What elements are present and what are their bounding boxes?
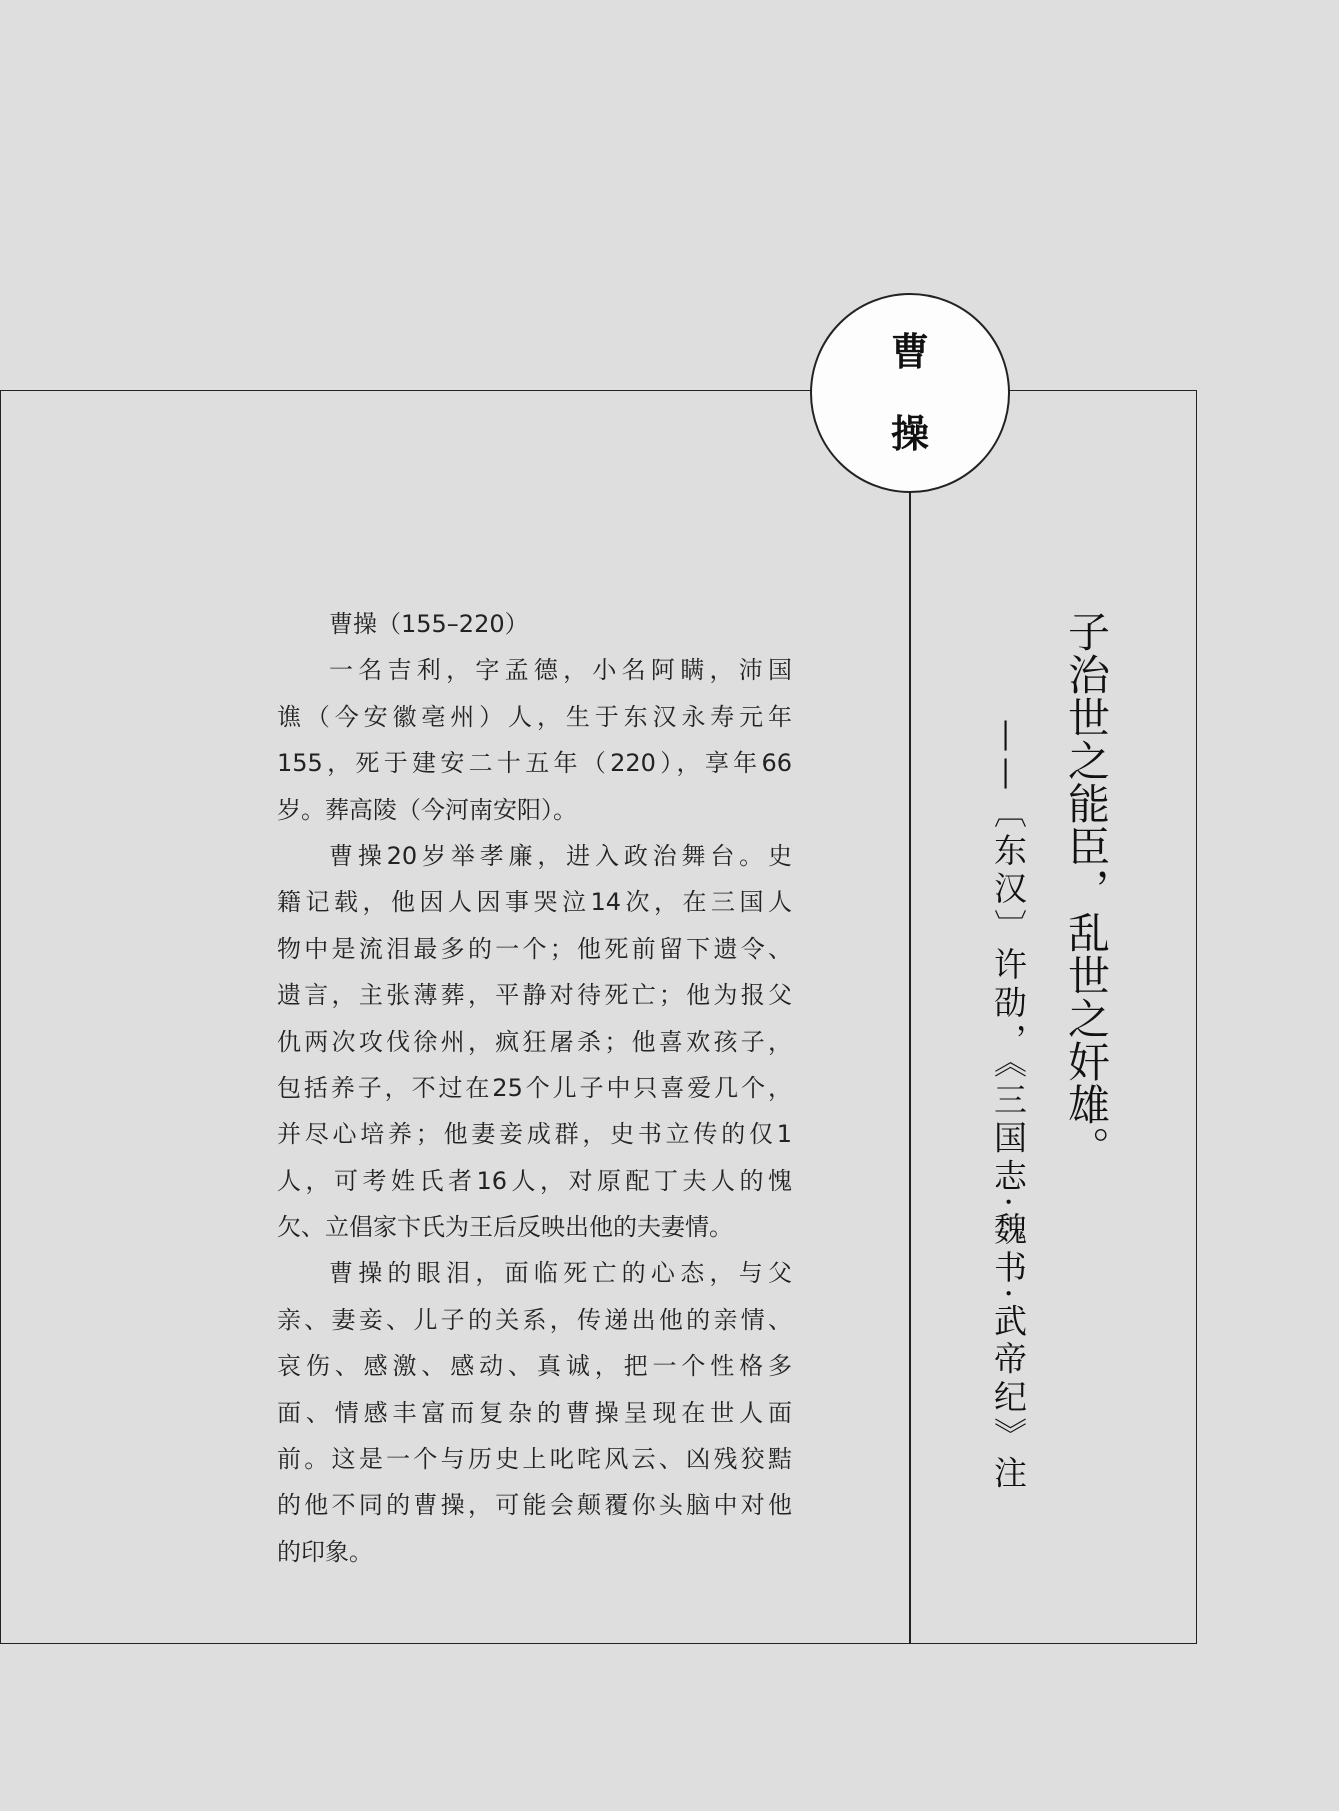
- text-line: 物中是流泪最多的一个；他死前留下遗令、: [277, 934, 792, 963]
- text-line: 岁。葬高陵（今河南安阳）。: [277, 795, 577, 824]
- text-line: 并尽心培养；他妻妾成群，史书立传的仅1: [277, 1120, 792, 1149]
- text-line: 遗言，主张薄葬，平静对待死亡；他为报父: [277, 981, 792, 1010]
- title-circle: [810, 293, 1010, 493]
- text-line: 曹操20岁举孝廉，进入政治舞台。史: [329, 841, 792, 870]
- text-line: 155，死于建安二十五年（220），享年66: [277, 749, 792, 778]
- text-line: 曹操的眼泪，面临死亡的心态，与父: [329, 1259, 792, 1288]
- text-line: 亲、妻妾、儿子的关系，传递出他的亲情、: [277, 1305, 792, 1334]
- text-line: 的他不同的曹操，可能会颠覆你头脑中对他: [277, 1491, 792, 1520]
- text-line: 一名吉利，字孟德，小名阿瞒，沛国: [329, 656, 792, 685]
- text-line: 籍记载，他因人因事哭泣14次，在三国人: [277, 888, 792, 917]
- text-line: 的印象。: [277, 1537, 373, 1566]
- text-line: 哀伤、感激、感动、真诚，把一个性格多: [277, 1352, 792, 1381]
- text-line: 欠、立倡家卞氏为王后反映出他的夫妻情。: [277, 1213, 733, 1242]
- column-divider: [909, 492, 911, 1644]
- text-line: 前。这是一个与历史上叱咤风云、凶残狡黠: [277, 1445, 792, 1474]
- quote-text: 子治世之能臣，乱世之奸雄。: [1062, 610, 1111, 1169]
- text-line: 谯（今安徽亳州）人，生于东汉永寿元年: [277, 702, 792, 731]
- heading-line: 曹操（155–220）: [329, 610, 529, 638]
- biography-text: [277, 601, 792, 1575]
- text-line: 包括养子，不过在25个儿子中只喜爱几个，: [277, 1073, 792, 1102]
- quote-attribution: ——〔东汉〕许劭，《三国志·魏书·武帝纪》注: [989, 719, 1028, 1494]
- title-char: 操: [890, 411, 929, 456]
- text-line: 仇两次攻伐徐州，疯狂屠杀；他喜欢孩子，: [277, 1027, 792, 1056]
- text-line: 面、情感丰富而复杂的曹操呈现在世人面: [277, 1398, 792, 1427]
- text-line: 人，可考姓氏者16人，对原配丁夫人的愧: [277, 1166, 792, 1195]
- title-char: 曹: [890, 329, 929, 374]
